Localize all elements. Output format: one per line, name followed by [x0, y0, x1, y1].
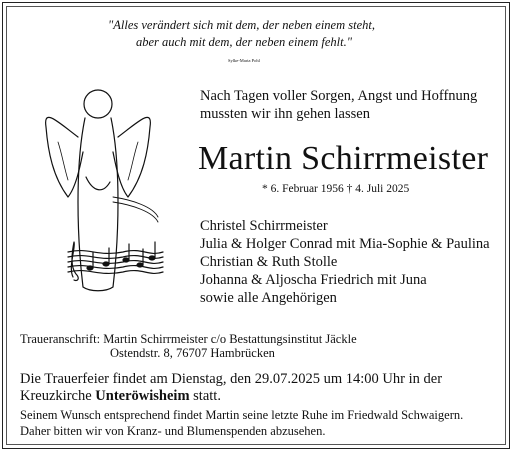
intro-line-1: Nach Tagen voller Sorgen, Angst und Hoffnung [200, 88, 478, 104]
ceremony-prefix: Kreuzkirche [20, 388, 96, 404]
wish-line-1: Seinem Wunsch entsprechend findet Martin seine letzte Ruhe im Friedwald Schwaigern. [20, 408, 464, 422]
mourner-line: Christel Schirrmeister [200, 218, 328, 234]
quote-line-1: "Alles verändert sich mit dem, der neben einem steht, [108, 18, 375, 32]
ceremony-line-2 [20, 388, 221, 405]
address-line-1: Traueranschrift: Martin Schirrmeister c/o Bestattungsinstitut Jäckle [20, 332, 357, 346]
quote-line-2: aber auch mit dem, der neben einem fehlt." [136, 35, 352, 49]
intro-line-2: mussten wir ihn gehen lassen [200, 106, 370, 122]
address-line-2: Ostendstr. 8, 76707 Hambrücken [110, 346, 275, 360]
deceased-dates: * 6. Februar 1956 † 4. Juli 2025 [262, 183, 410, 195]
mourner-line: Julia & Holger Conrad mit Mia-Sophie & Paulina [200, 236, 490, 252]
wish-line-2: Daher bitten wir von Kranz- und Blumenspenden abzusehen. [20, 424, 326, 438]
deceased-name: Martin Schirrmeister [198, 140, 489, 177]
mourner-line: Johanna & Aljoscha Friedrich mit Juna [200, 272, 427, 288]
mourner-line: Christian & Ruth Stolle [200, 254, 338, 270]
ceremony-suffix: statt. [189, 388, 221, 404]
ceremony-place: Unteröwisheim [95, 388, 190, 404]
ceremony-line-1: Die Trauerfeier findet am Dienstag, den 29.07.2025 um 14:00 Uhr in der [20, 371, 443, 387]
mourner-line: sowie alle Angehörigen [200, 290, 337, 306]
quote-author: Sylke-Maria Pohl [228, 58, 260, 63]
angel-with-music-notes-icon [28, 82, 168, 307]
